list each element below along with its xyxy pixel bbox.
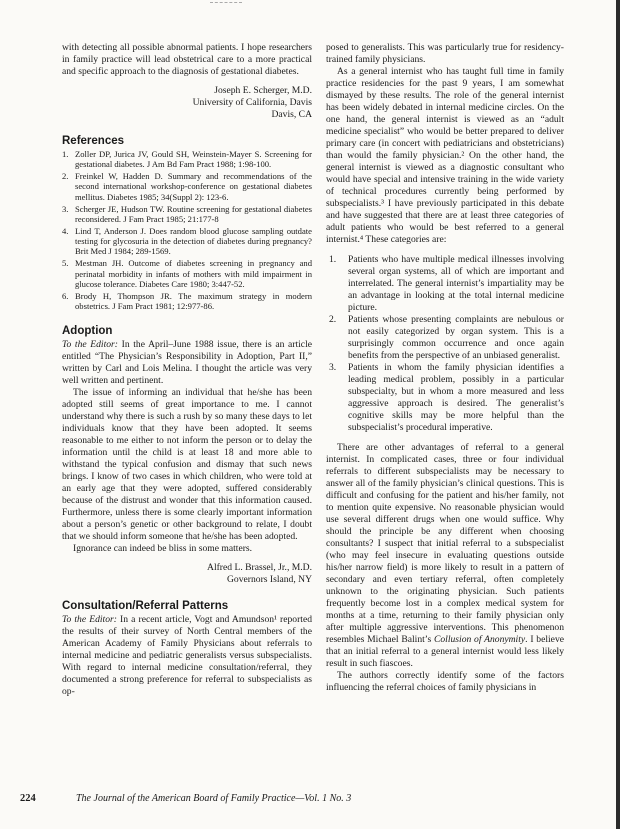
category-item: 3. Patients in whom the family physician identifies a leading medical problem, possibly in a particular subspecialty, but in whom a more measured and less aggressive approach is desired. The generalist’s cognitive skills may be more helpful than the subspecialist’s procedural imperative. bbox=[329, 362, 564, 433]
page-number: 224 bbox=[20, 793, 36, 804]
reference-item: 2. Freinkel W, Hadden D. Summary and recommendations of the second international workshop-conference on gestational diabetes mellitus. Diabetes 1985; 34(Suppl 2): 123-6. bbox=[62, 171, 312, 202]
adoption-paragraph-1: To the Editor: In the April–June 1988 issue, there is an article entitled “The Physician’s Responsibility in Adoption, Part II,” written by Carl and Lois Melina. I thought the article was very well written and pertinent. bbox=[62, 339, 312, 387]
to-the-editor-label: To the Editor: bbox=[62, 339, 118, 351]
references-list bbox=[62, 149, 312, 311]
consultation-heading: Consultation/Referral Patterns bbox=[62, 600, 229, 613]
internist-paragraph: As a general internist who has taught full time in family practice residencies for the past 9 years, I am somewhat dismayed by these results. The role of the general internist has been widely debated in internal medicine circles. On the one hand, the general internist is viewed as an “adult medicine specialist” who would be better prepared to deliver primary care (in concert with pediatricians and obstetricians) than would the family physician.² On the other hand, the general internist is viewed as a diagnostic consultant who would have special and intensive training in the wide variety of technical procedures currently being performed by subspecialists.³ I have previously participated in this debate and have suggested that there are at least three categories of adult patients who would be best referred to a general internist.⁴ These categories are: bbox=[326, 66, 564, 245]
reference-item: 5. Mestman JH. Outcome of diabetes screening in pregnancy and perinatal morbidity in infants of mothers with mild impairment in glucose tolerance. Diabetes Care 1980; 3:447-52. bbox=[62, 258, 312, 289]
reference-item: 3. Scherger JE, Hudson TW. Routine screening for gestational diabetes reconsidered. J Fam Pract 1985; 21:177-8 bbox=[62, 203, 312, 224]
signature-brassel bbox=[62, 562, 312, 586]
signature-scherger bbox=[62, 85, 312, 121]
reference-item: 4. Lind T, Anderson J. Does random blood glucose sampling outdate testing for glycosuria in the detection of diabetes during pregnancy? Brit Med J 1984; 289-1569. bbox=[62, 225, 312, 257]
reference-item: 6. Brody H, Thompson JR. The maximum strategy in modern obstetrics. J Fam Pract 1981; 12:977-86. bbox=[62, 290, 312, 312]
intro-paragraph: with detecting all possible abnormal patients. I hope researchers in family practice will lead obstetrical care to a more practical and specific approach to the diagnosis of gestational diabetes. bbox=[62, 42, 312, 77]
signature-name: Alfred L. Brassel, Jr., M.D. bbox=[207, 562, 312, 574]
authors-paragraph: The authors correctly identify some of the factors influencing the referral choices of family physicians in bbox=[326, 670, 564, 693]
consultation-paragraph-1: To the Editor: In a recent article, Vogt and Amundson¹ reported the results of their survey of North Central members of the American Academy of Family Physicians about referrals to internal medicine and pediatric generalists versus subspecialists. With regard to internal medicine consultation/referral, they documented a strong preference for referral to subspecialists as op- bbox=[62, 614, 313, 698]
signature-affiliation: University of California, Davis bbox=[192, 97, 312, 108]
book-title: Collusion of Anonymity bbox=[433, 634, 526, 645]
signature-name: Joseph E. Scherger, M.D. bbox=[214, 85, 312, 96]
advantages-paragraph: There are other advantages of referral to a general internist. In complicated cases, three or four individual referrals to different subspecialists may be necessary to answer all of the family physician’s clinical questions. This is difficult and confusing for the patient and his/her family, not to mention quite expensive. No reasonable physician would use several different drugs when one would suffice. Why should the principle be any different when choosing consultants? I suspect that initial referral to a subspecialist (who may feel insecure in evaluating questions outside his/her narrow field) is more likely to result in a pattern of secondary and even tertiary referral, often completely unknown to the originating physician. Such patients frequently become lost in a complex medical system for months at a time, returning to their family physician only after multiple aggressive interventions. This phenomenon resembles Michael Balint’s Collusion of Anonymity. I believe that an initial referral to a general internist would less likely result in such fiascoes. bbox=[326, 442, 564, 669]
to-the-editor-label: To the Editor: bbox=[62, 614, 117, 626]
scan-edge bbox=[616, 0, 620, 829]
signature-location: Governors Island, NY bbox=[227, 574, 312, 586]
journal-title: The Journal of the American Board of Family Practice—Vol. 1 No. 3 bbox=[76, 793, 352, 804]
references-heading: References bbox=[62, 135, 125, 147]
right-column bbox=[326, 42, 564, 694]
adoption-paragraph-3: Ignorance can indeed be bliss in some matters. bbox=[73, 543, 253, 555]
scan-artifact bbox=[210, 2, 242, 8]
adoption-paragraph-2: The issue of informing an individual that he/she has been adopted still seems of great importance to me. I cannot understand why there is such a rush by so many these days to let individuals know that they have been adopted. It seems reasonable to me either to not inform the person or to delay the information until the child is at least 18 and more able to withstand the typical confusion and dismay that such news brings. I know of two cases in which children, who were told at an early age that they were adopted, suffered considerably because of the distrust and wonder that this information caused. Furthermore, unless there is some clearly important information about a person’s genetic or other background to relate, I doubt that we should inform someone that he/she has been adopted. bbox=[62, 387, 312, 543]
continued-paragraph: posed to generalists. This was particularly true for residency-trained family physicians. bbox=[326, 42, 564, 65]
categories-list bbox=[326, 254, 564, 434]
reference-item: 1. Zoller DP, Jurica JV, Gould SH, Weinstein-Mayer S. Screening for gestational diabetes. J Am Bd Fam Pract 1988; 1:98-100. bbox=[62, 149, 312, 170]
left-column bbox=[62, 42, 312, 698]
category-item: 1. Patients who have multiple medical illnesses involving several organ systems, all of which are important and interrelated. The general internist’s impartiality may be an advantage in looking at the total internal medicine picture. bbox=[329, 254, 564, 313]
adoption-heading: Adoption bbox=[62, 325, 113, 338]
category-item: 2. Patients whose presenting complaints are nebulous or not easily categorized by organ system. This is a surprisingly common occurrence and once again benefits from the perspective of an unbiased generalist. bbox=[329, 314, 564, 361]
signature-location: Davis, CA bbox=[271, 109, 312, 120]
